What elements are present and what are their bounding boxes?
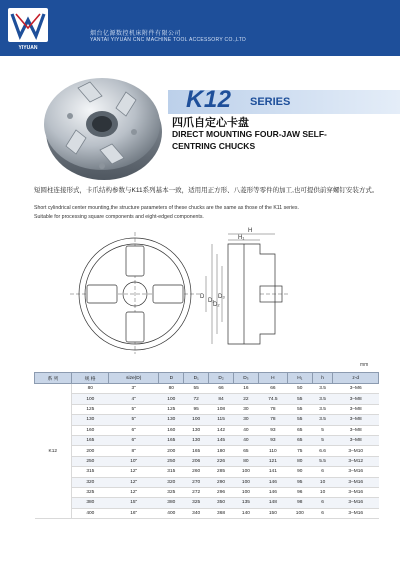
table-cell: 90	[287, 467, 312, 477]
table-cell: 260	[184, 467, 209, 477]
table-cell: 250	[72, 456, 109, 466]
table-cell: 315	[72, 467, 109, 477]
table-row	[35, 425, 379, 435]
table-cell: 350	[209, 498, 234, 508]
table-cell: 78	[258, 404, 287, 414]
table-row	[35, 467, 379, 477]
dim-d2: D₂	[213, 302, 220, 308]
table-row	[35, 404, 379, 414]
table-row	[35, 498, 379, 508]
table-cell: 5.5	[312, 456, 333, 466]
technical-drawing	[60, 224, 340, 354]
table-cell: 65	[287, 435, 312, 445]
table-cell: 6	[312, 498, 333, 508]
table-cell: 66	[209, 384, 234, 394]
table-cell: 74.5	[258, 394, 287, 404]
table-cell: 95	[287, 477, 312, 487]
table-cell: 315	[159, 467, 184, 477]
product-title-cn: 四爪自定心卡盘	[172, 117, 249, 129]
table-cell: 270	[184, 477, 209, 487]
table-cell: 320	[159, 477, 184, 487]
table-cell: 3–M16	[333, 498, 379, 508]
table-cell: 10	[312, 477, 333, 487]
table-cell: 40	[234, 435, 259, 445]
model-code: K12	[186, 86, 232, 113]
table-cell: 80	[159, 384, 184, 394]
table-cell: 3–M8	[333, 404, 379, 414]
spec-table-header	[35, 373, 379, 384]
table-cell: 3"	[109, 384, 159, 394]
table-cell: 96	[287, 487, 312, 497]
table-cell: 226	[209, 456, 234, 466]
table-cell: 80	[72, 384, 109, 394]
table-cell: 3–M8	[333, 394, 379, 404]
table-cell: 6"	[109, 425, 159, 435]
col-header: D₃	[234, 373, 259, 384]
table-cell: 55	[287, 415, 312, 425]
table-cell: 80	[234, 456, 259, 466]
table-cell: 150	[258, 508, 287, 518]
table-cell: 100	[234, 477, 259, 487]
table-cell: 84	[209, 394, 234, 404]
table-cell: 368	[209, 508, 234, 518]
table-cell: 130	[72, 415, 109, 425]
table-cell: 50	[287, 384, 312, 394]
dim-d1: D₁	[208, 298, 215, 304]
table-row	[35, 508, 379, 518]
company-name-en: YANTAI YIYUAN CNC MACHINE TOOL ACCESSORY CO.,LTD	[90, 37, 247, 43]
table-cell: 165	[184, 446, 209, 456]
table-cell: 15"	[109, 498, 159, 508]
table-cell: 6	[312, 508, 333, 518]
dim-h1: H₁	[238, 235, 245, 241]
table-cell: 325	[184, 498, 209, 508]
col-header: H	[258, 373, 287, 384]
table-cell: 65	[234, 446, 259, 456]
table-cell: 125	[159, 404, 184, 414]
table-cell: 110	[258, 446, 287, 456]
table-cell: 16	[234, 384, 259, 394]
table-row	[35, 394, 379, 404]
dim-h: H	[248, 228, 253, 234]
table-cell: 3–M8	[333, 435, 379, 445]
table-cell: 3–M10	[333, 446, 379, 456]
table-cell: 93	[258, 425, 287, 435]
table-cell: 272	[184, 487, 209, 497]
table-cell: 160	[72, 425, 109, 435]
table-cell: 98	[287, 498, 312, 508]
table-cell: 121	[258, 456, 287, 466]
product-title-en-line1: DIRECT MOUNTING FOUR-JAW SELF-	[172, 129, 327, 139]
table-cell: 3.5	[312, 415, 333, 425]
table-cell: 100	[184, 415, 209, 425]
table-cell: 130	[184, 425, 209, 435]
table-cell: 5	[312, 425, 333, 435]
table-cell: 290	[209, 477, 234, 487]
col-header: D₂	[209, 373, 234, 384]
series-label: SERIES	[250, 96, 291, 108]
table-cell: 100	[234, 467, 259, 477]
table-cell: 6"	[109, 435, 159, 445]
logo-word: YIYUAN	[18, 45, 38, 51]
table-cell: 100	[72, 394, 109, 404]
table-cell: 5"	[109, 404, 159, 414]
table-cell: 75	[287, 446, 312, 456]
company-logo-icon	[6, 6, 50, 50]
table-cell: 108	[209, 404, 234, 414]
table-cell: 55	[287, 404, 312, 414]
table-cell: 12"	[109, 477, 159, 487]
table-cell: 135	[234, 498, 259, 508]
table-cell: 3–M16	[333, 467, 379, 477]
table-cell: 3–M16	[333, 487, 379, 497]
col-header: 系 列	[35, 373, 72, 384]
table-cell: 400	[159, 508, 184, 518]
table-cell: 10	[312, 487, 333, 497]
table-cell: 10"	[109, 456, 159, 466]
unit-label: mm	[360, 362, 369, 368]
series-cell: K12	[35, 384, 72, 519]
table-cell: 55	[184, 384, 209, 394]
table-cell: 296	[209, 487, 234, 497]
table-cell: 3–M8	[333, 425, 379, 435]
dim-d: D	[200, 294, 205, 300]
table-cell: 146	[258, 487, 287, 497]
table-cell: 8"	[109, 446, 159, 456]
table-cell: 165	[159, 435, 184, 445]
table-cell: 65	[287, 425, 312, 435]
table-row	[35, 415, 379, 425]
table-cell: 6.6	[312, 446, 333, 456]
table-row	[35, 456, 379, 466]
description-en-line1: Short cylindrical center mounting,the structure parameters of these chucks are the same as those of the K11 series.	[34, 205, 299, 211]
table-cell: 320	[72, 477, 109, 487]
table-cell: 100	[287, 508, 312, 518]
table-cell: 22	[234, 394, 259, 404]
table-cell: 325	[72, 487, 109, 497]
col-header: D	[159, 373, 184, 384]
table-cell: 93	[258, 435, 287, 445]
spec-table	[34, 372, 379, 519]
table-cell: 5	[312, 435, 333, 445]
table-cell: 72	[184, 394, 209, 404]
table-row	[35, 477, 379, 487]
table-cell: 250	[159, 456, 184, 466]
table-cell: 4"	[109, 394, 159, 404]
table-cell: 206	[184, 456, 209, 466]
table-cell: 30	[234, 404, 259, 414]
table-cell: 160	[159, 425, 184, 435]
table-cell: 380	[72, 498, 109, 508]
table-cell: 3–M6	[333, 384, 379, 394]
chuck-photo	[38, 66, 168, 184]
table-cell: 3–M12	[333, 456, 379, 466]
table-cell: 100	[234, 487, 259, 497]
col-header: H₁	[287, 373, 312, 384]
table-cell: 100	[159, 394, 184, 404]
table-cell: 400	[72, 508, 109, 518]
col-header: 规 格	[72, 373, 109, 384]
side-view	[206, 234, 288, 344]
table-cell: 340	[184, 508, 209, 518]
table-cell: 5"	[109, 415, 159, 425]
product-title-en	[172, 128, 362, 152]
table-cell: 200	[159, 446, 184, 456]
table-cell: 55	[287, 394, 312, 404]
table-cell: 40	[234, 425, 259, 435]
table-row	[35, 487, 379, 497]
dim-d3: D₃	[218, 294, 225, 300]
table-cell: 115	[209, 415, 234, 425]
table-cell: 30	[234, 415, 259, 425]
table-cell: 130	[159, 415, 184, 425]
table-cell: 380	[159, 498, 184, 508]
table-cell: 16"	[109, 508, 159, 518]
table-cell: 3–M16	[333, 508, 379, 518]
table-cell: 148	[258, 498, 287, 508]
table-cell: 80	[287, 456, 312, 466]
table-cell: 146	[258, 477, 287, 487]
table-row	[35, 384, 379, 394]
table-cell: 141	[258, 467, 287, 477]
table-cell: 180	[209, 446, 234, 456]
table-cell: 3.5	[312, 384, 333, 394]
table-row	[35, 446, 379, 456]
company-name-cn: 烟台亿源数控机床附件有限公司	[90, 31, 182, 37]
table-cell: 95	[184, 404, 209, 414]
table-cell: 140	[234, 508, 259, 518]
table-cell: 165	[72, 435, 109, 445]
table-cell: 142	[209, 425, 234, 435]
table-cell: 12"	[109, 487, 159, 497]
product-title-en-line2: CENTRING CHUCKS	[172, 141, 256, 151]
table-cell: 3.5	[312, 394, 333, 404]
header-bar	[0, 0, 400, 56]
col-header: D₁	[184, 373, 209, 384]
table-cell: 3–M16	[333, 477, 379, 487]
col-header: size(D)	[109, 373, 159, 384]
col-header: z-d	[333, 373, 379, 384]
description-cn: 短圆柱连接形式，卡爪结构参数与K11系列基本一致，适用用正方形、八菱形等零件的加工,也可提供前穿螺钉安装方式。	[34, 187, 379, 194]
table-cell: 125	[72, 404, 109, 414]
description-en-line2: Suitable for processing square components and eight-edged components.	[34, 214, 204, 220]
table-row	[35, 435, 379, 445]
table-cell: 285	[209, 467, 234, 477]
table-cell: 3–M8	[333, 415, 379, 425]
table-cell: 130	[184, 435, 209, 445]
col-header: h	[312, 373, 333, 384]
table-cell: 66	[258, 384, 287, 394]
table-cell: 3.5	[312, 404, 333, 414]
table-cell: 6	[312, 467, 333, 477]
table-cell: 325	[159, 487, 184, 497]
table-cell: 145	[209, 435, 234, 445]
table-cell: 78	[258, 415, 287, 425]
table-cell: 200	[72, 446, 109, 456]
table-cell: 12"	[109, 467, 159, 477]
